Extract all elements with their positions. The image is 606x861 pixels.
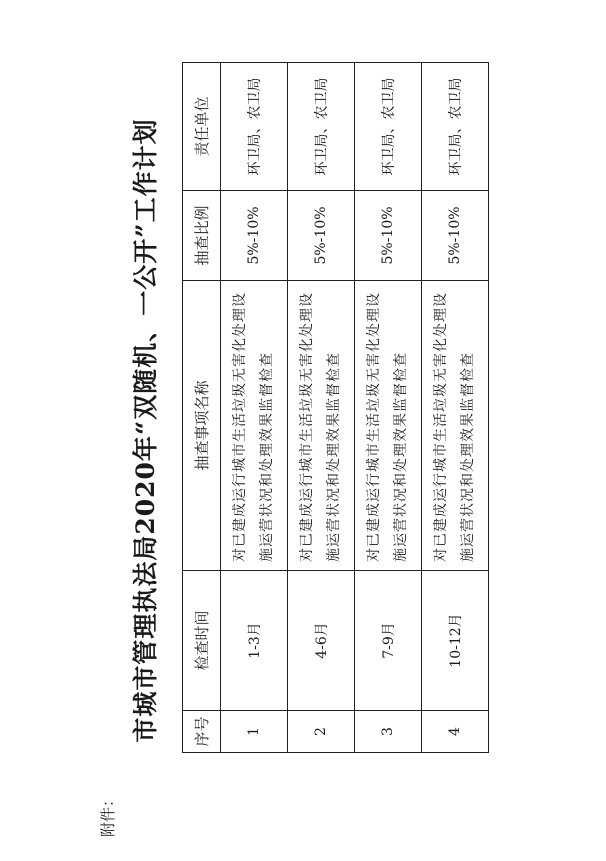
cell-number: 2 (288, 711, 355, 753)
cell-time: 10-12月 (422, 571, 489, 711)
cell-item: 对已建成运行城市生活垃圾无害化处理设施运营状况和处理效果监督检查 (422, 281, 489, 571)
cell-ratio: 5%-10% (288, 191, 355, 281)
cell-time: 4-6月 (288, 571, 355, 711)
header-sampling-ratio: 抽查比例 (183, 191, 221, 281)
header-inspection-time: 检查时间 (183, 571, 221, 711)
cell-number: 1 (221, 711, 288, 753)
attachment-label: 附件： (99, 791, 117, 837)
header-responsible-unit: 责任单位 (183, 63, 221, 191)
cell-ratio: 5%-10% (422, 191, 489, 281)
table-row (355, 63, 422, 753)
table-row (288, 63, 355, 753)
cell-unit: 环卫局、农卫局 (355, 63, 422, 191)
cell-unit: 环卫局、农卫局 (288, 63, 355, 191)
cell-ratio: 5%-10% (355, 191, 422, 281)
header-item-name: 抽查事项名称 (183, 281, 221, 571)
cell-ratio: 5%-10% (221, 191, 288, 281)
cell-number: 3 (355, 711, 422, 753)
cell-time: 1-3月 (221, 571, 288, 711)
cell-item: 对已建成运行城市生活垃圾无害化处理设施运营状况和处理效果监督检查 (288, 281, 355, 571)
document-title: 市城市管理执法局2020年“双随机、一公开”工作计划 (131, 118, 160, 743)
cell-item: 对已建成运行城市生活垃圾无害化处理设施运营状况和处理效果监督检查 (221, 281, 288, 571)
cell-number: 4 (422, 711, 489, 753)
header-number: 序号 (183, 711, 221, 753)
cell-unit: 环卫局、农卫局 (422, 63, 489, 191)
table-row (221, 63, 288, 753)
cell-time: 7-9月 (355, 571, 422, 711)
inspection-plan-table (182, 62, 489, 753)
cell-unit: 环卫局、农卫局 (221, 63, 288, 191)
table-row (422, 63, 489, 753)
cell-item: 对已建成运行城市生活垃圾无害化处理设施运营状况和处理效果监督检查 (355, 281, 422, 571)
table-header-row (183, 63, 221, 753)
